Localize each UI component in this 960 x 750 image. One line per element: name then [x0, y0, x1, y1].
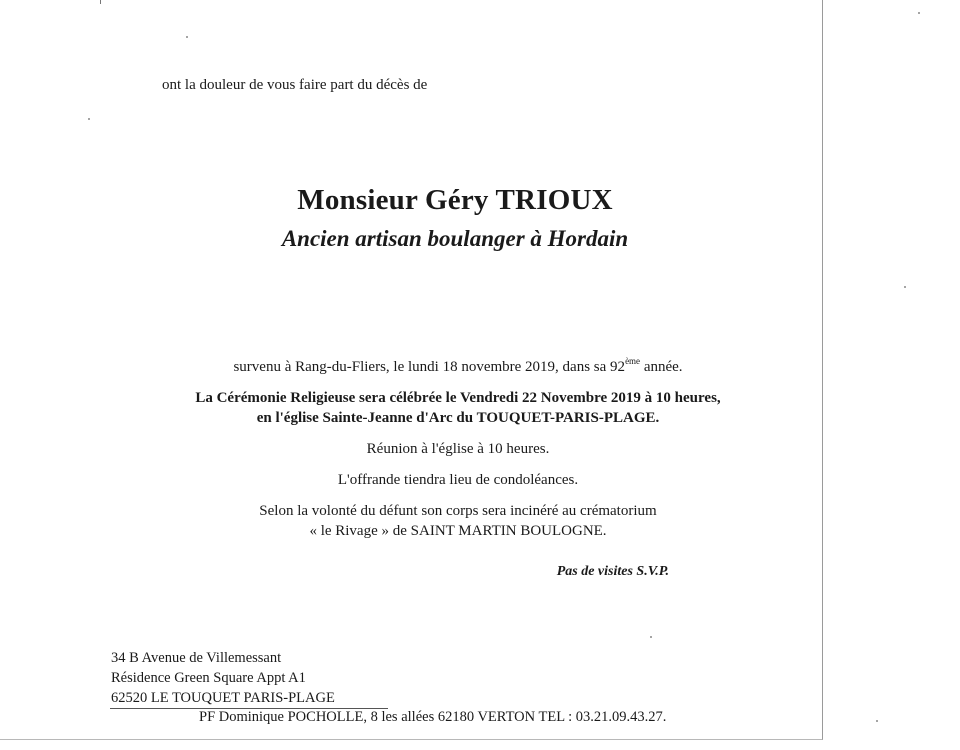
address-line: 34 B Avenue de Villemessant — [111, 650, 282, 666]
death-notice — [0, 356, 916, 376]
address-line: Résidence Green Square Appt A1 — [111, 670, 306, 686]
ceremony-line-2: en l'église Sainte-Jeanne d'Arc du TOUQUET-PARIS-PLAGE. — [256, 410, 660, 426]
death-text-end: année. — [640, 359, 683, 375]
family-address — [111, 648, 335, 708]
deceased-profession: Ancien artisan boulanger à Hordain — [281, 226, 629, 251]
wishes-line-2: « le Rivage » de SAINT MARTIN BOULOGNE. — [309, 523, 607, 539]
death-text: survenu à Rang-du-Fliers, le lundi 18 novembre 2019, dans sa 92 — [233, 359, 626, 375]
offering-text: L'offrande tiendra lieu de condoléances. — [337, 472, 579, 488]
scan-speck — [186, 36, 188, 38]
ordinal-suffix: ème — [625, 356, 641, 366]
deceased-name: Monsieur Géry TRIOUX — [297, 184, 613, 216]
scan-speck — [876, 720, 878, 722]
scan-speck — [650, 636, 652, 638]
no-visits-note: Pas de visites S.V.P. — [556, 564, 669, 579]
scan-speck — [904, 286, 906, 288]
scan-speck — [918, 12, 920, 14]
intro-text: ont la douleur de vous faire part du décès de — [162, 77, 428, 93]
wishes-line-1: Selon la volonté du défunt son corps sera incinéré au crématorium — [259, 503, 657, 519]
scan-speck — [88, 118, 90, 120]
reunion-text: Réunion à l'église à 10 heures. — [366, 441, 550, 457]
address-line: 62520 LE TOUQUET PARIS-PLAGE — [111, 690, 335, 706]
page-edge-mark — [100, 0, 101, 4]
funeral-home-info: PF Dominique POCHOLLE, 8 les allées 62180 VERTON TEL : 03.21.09.43.27. — [199, 709, 667, 725]
ceremony-line-1: La Cérémonie Religieuse sera célébrée le Vendredi 22 Novembre 2019 à 10 heures, — [195, 390, 721, 406]
